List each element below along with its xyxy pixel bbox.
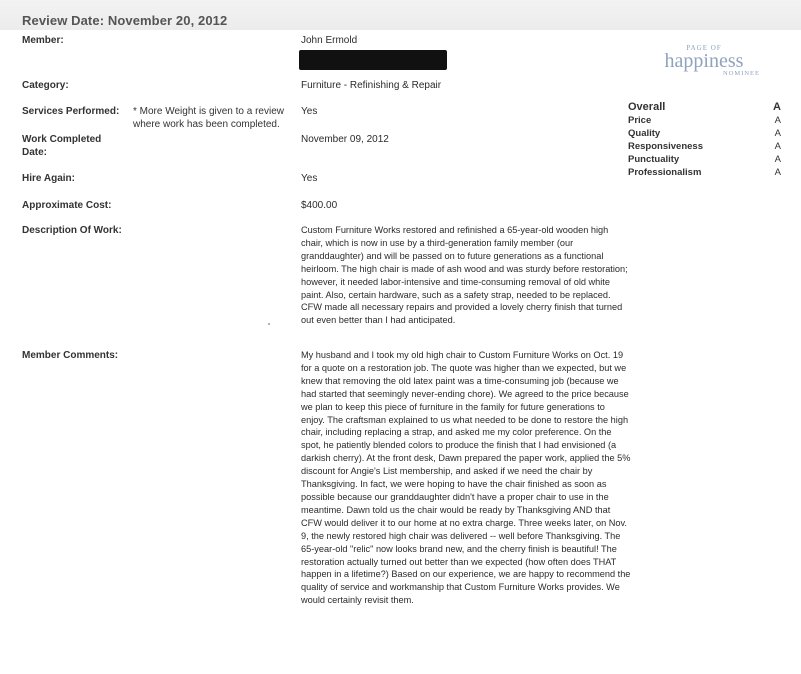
description-text: Custom Furniture Works restored and refinished a 65-year-old wooden high chair, which is now in use by a third-generation family member (our granddaughter) and will be passed on to future generations as a functional heirloom. The high chair is made of ash wood and was sturdy before restoration; however, it needed labor-intensive and time-consuming removal of old white paint. Also, certain hardware, such as a safety strap, needed to be replaced. CFW made all necessary repairs and provided a lovely cherry finish that turned out even better than I had anticipated. (301, 225, 628, 326)
rating-row-punctuality (628, 153, 781, 166)
hire-again-value: Yes (301, 173, 318, 184)
rating-grade: A (774, 141, 781, 152)
description-label: Description Of Work: (22, 225, 122, 236)
work-completed-label-date: Date: (22, 147, 48, 158)
member-label: Member: (22, 35, 64, 46)
page-of-happiness-logo (648, 44, 760, 77)
ratings-panel (628, 101, 781, 179)
rating-grade: A (774, 167, 781, 178)
logo-bottom-text: NOMINEE (723, 70, 760, 77)
rating-name: Punctuality (628, 154, 680, 165)
overall-label: Overall (628, 101, 666, 113)
work-completed-value: November 09, 2012 (301, 134, 389, 145)
rating-name: Professionalism (628, 167, 702, 178)
overall-rating-row (628, 101, 781, 113)
logo-main-text: happiness (664, 50, 744, 72)
services-performed-value: Yes (301, 106, 318, 117)
rating-name: Responsiveness (628, 141, 703, 152)
member-comments-label: Member Comments: (22, 350, 119, 361)
logo-top-text: PAGE OF (686, 44, 722, 52)
scan-speck (268, 323, 270, 325)
review-date-heading: Review Date: November 20, 2012 (22, 13, 228, 28)
overall-grade: A (773, 101, 781, 113)
work-completed-label: Work Completed (22, 134, 102, 145)
category-value: Furniture - Refinishing & Repair (301, 80, 442, 91)
rating-row-price (628, 114, 781, 127)
rating-row-quality (628, 127, 781, 140)
rating-grade: A (774, 154, 781, 165)
rating-grade: A (774, 115, 781, 126)
rating-grade: A (774, 128, 781, 139)
redacted-info-bar (299, 50, 447, 70)
member-value: John Ermold (301, 35, 358, 46)
services-performed-label: Services Performed: (22, 106, 120, 117)
category-label: Category: (22, 80, 69, 91)
approximate-cost-value: $400.00 (301, 200, 338, 211)
rating-name: Quality (628, 128, 661, 139)
member-comments-text: My husband and I took my old high chair to Custom Furniture Works on Oct. 19 for a quote on a restoration job. The quote was higher than we expected, but we knew that removing the old latex paint was a time-consuming job (because we had started that seemingly never-ending chore). We agreed to the price because we plan to keep this piece of furniture in the family for future generations to enjoy. The craftsman explained to us what needed to be done to restore the high chair, including replacing a strap, and asked me my color preference. On the spot, he patiently blended colors to produce the finish that I had envisioned (a darkish cherry). At the front desk, Dawn prepared the paper work, applied the 5% discount for Angie's List membership, and asked if we need the chair by Thanksgiving. In fact, we were hoping to have the chair finished as soon as possible because our granddaughter didn't have a proper chair to use in the meantime. Dawn told us the chair would be ready by Thanksgiving AND that CFW would deliver it to our home at no extra charge. Three weeks later, on Nov. 9, the newly restored high chair was delivered -- well before Thanksgiving. The 65-year-old "relic" now looks brand new, and the cherry finish is beautiful! The restoration actually turned out better than we expected (how often does THAT happen in a lifetime?) Based on our experience, we are happy to recommend the quality of service and workmanship that Custom Furniture Works provides. We would certainly revisit them. (301, 350, 631, 606)
approximate-cost-label: Approximate Cost: (22, 200, 112, 211)
services-weight-note: * More Weight is given to a review where work has been completed. (133, 106, 284, 130)
rating-name: Price (628, 115, 652, 126)
rating-row-responsiveness (628, 140, 781, 153)
rating-row-professionalism (628, 166, 781, 179)
hire-again-label: Hire Again: (22, 173, 75, 184)
